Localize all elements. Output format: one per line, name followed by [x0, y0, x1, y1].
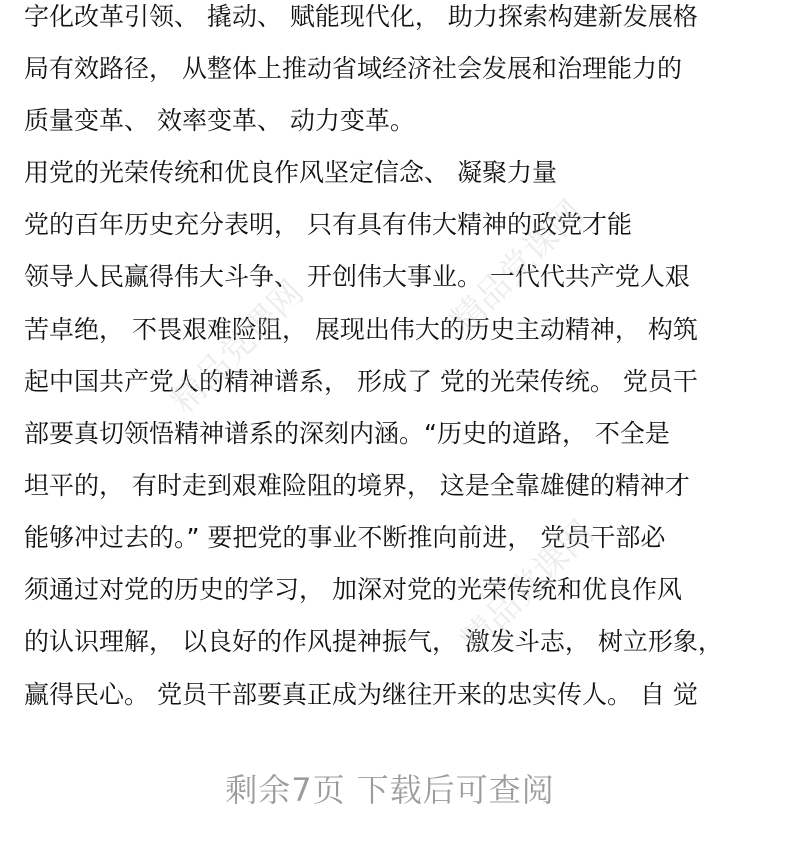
watermark: 精品党课网 — [163, 272, 312, 422]
text-line: 用党的光荣传统和优良作风坚定信念、 凝聚力量 — [24, 158, 557, 187]
text-line: 领导人民赢得伟大斗争、 开创伟大事业。 一代代共产党人艰 — [24, 262, 690, 291]
text-line: 的认识理解， 以良好的作风提神振气， 激发斗志， 树立形象， — [24, 627, 723, 656]
text-line: 须通过对党的历史的学习， 加深对党的光荣传统和优良作风 — [24, 575, 682, 604]
text-line: 字化改革引领、 撬动、 赋能现代化， 助力探索构建新发展格 — [24, 2, 698, 31]
watermark: 精品党课网 — [453, 512, 602, 662]
text-line: 苦卓绝， 不畏艰难险阻， 展现出伟大的历史主动精神， 构筑 — [24, 315, 698, 344]
remaining-pages-notice[interactable]: 剩余7页 下载后可查阅 — [225, 771, 555, 809]
text-line: 赢得民心。 党员干部要真正成为继往开来的忠实传人。 自 觉 — [24, 680, 698, 709]
text-line: 质量变革、 效率变革、 动力变革。 — [24, 106, 415, 135]
text-line: 局有效路径， 从整体上推动省域经济社会发展和治理能力的 — [24, 54, 682, 83]
text-line: 起中国共产党人的精神谱系， 形成了 党的光荣传统。 党员干 — [24, 367, 698, 396]
text-line: 坦平的， 有时走到艰难险阻的境界， 这是全靠雄健的精神才 — [24, 471, 690, 500]
text-line: 部要真切领悟精神谱系的深刻内涵。“历史的道路， 不全是 — [24, 419, 670, 448]
watermark: 精品党课网 — [443, 192, 592, 342]
text-line: 党的百年历史充分表明， 只有具有伟大精神的政党才能 — [24, 210, 632, 239]
text-line: 能够冲过去的。” 要把党的事业不断推向前进， 党员干部必 — [24, 523, 666, 552]
